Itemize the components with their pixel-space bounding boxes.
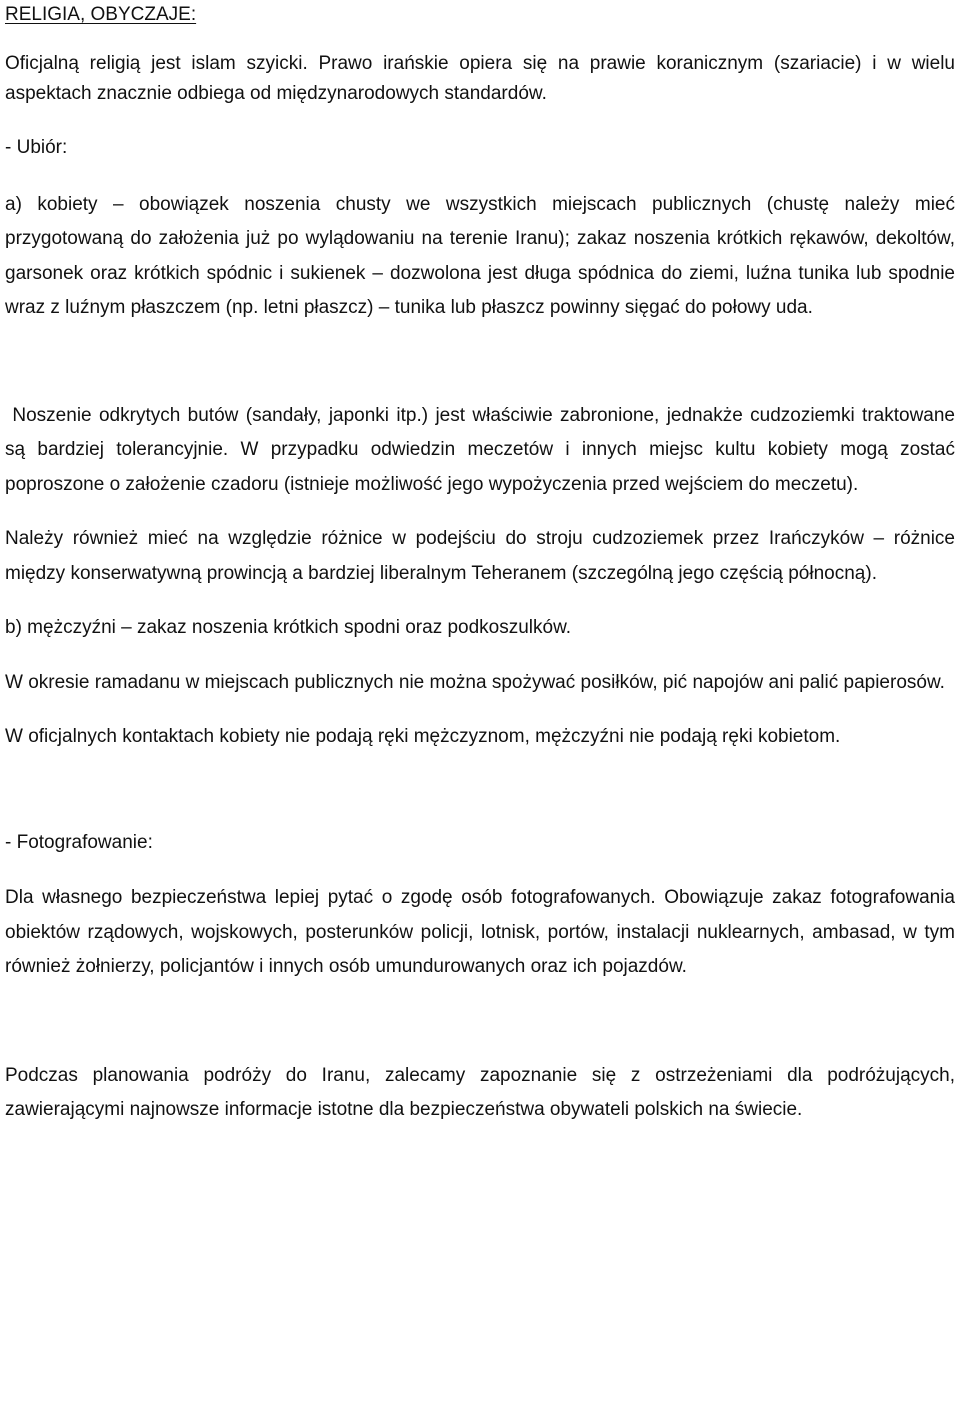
handshake-paragraph: W oficjalnych kontaktach kobiety nie podają ręki mężczyznom, mężczyźni nie podają ręki kobietom. bbox=[5, 726, 841, 747]
photography-label: - Fotografowanie: bbox=[5, 831, 153, 853]
intro-paragraph: Oficjalną religią jest islam szyicki. Prawo irańskie opiera się na prawie koranicznym (szariacie) i w wielu aspektach znacznie odbiega od międzynarodowych standardów. bbox=[5, 53, 955, 104]
photography-rules-paragraph: Dla własnego bezpieczeństwa lepiej pytać o zgodę osób fotografowanych. Obowiązuje zakaz fotografowania obiektów rządowych, wojskowych, posterunków policji, lotnisk, portów, instalacji nuklearnych, ambasad, w tym również żołnierzy, policjantów i innych osób umundurowanych oraz ich pojazdów. bbox=[5, 887, 955, 977]
ramadan-paragraph: W okresie ramadanu w miejscach publicznych nie można spożywać posiłków, pić napojów ani palić papierosów. bbox=[5, 671, 945, 693]
section-heading: RELIGIA, OBYCZAJE: bbox=[5, 4, 197, 25]
travel-advice-paragraph: Podczas planowania podróży do Iranu, zalecamy zapoznanie się z ostrzeżeniami dla podróżujących, zawierającymi najnowsze informacje istotne dla bezpieczeństwa obywateli polskich na świecie. bbox=[5, 1064, 955, 1120]
shoes-paragraph: Noszenie odkrytych butów (sandały, japonki itp.) jest właściwie zabronione, jednakże cudzoziemki traktowane są bardziej tolerancyjnie. W przypadku odwiedzin meczetów i innych miejsc kultu kobiety mogą zostać poproszone o założenie czadoru (istnieje możliwość jego wypożyczenia przed wejściem do meczetu). bbox=[5, 404, 960, 495]
women-rules-paragraph: a) kobiety – obowiązek noszenia chusty we wszystkich miejscach publicznych (chustę należy mieć przygotowaną do założenia już po wylądowaniu na terenie Iranu); zakaz noszenia krótkich rękawów, dekoltów, garsonek oraz krótkich spódnic i sukienek – dozwolona jest długa spódnica do ziemi, luźna tunika lub spodnie wraz z luźnym płaszczem (np. letni płaszcz) – tunika lub płaszcz powinny sięgać do połowy uda. bbox=[5, 193, 955, 318]
men-rules-paragraph: b) mężczyźni – zakaz noszenia krótkich spodni oraz podkoszulków. bbox=[5, 617, 572, 638]
document-page bbox=[5, 0, 960, 1128]
clothing-label: - Ubiór: bbox=[5, 137, 68, 158]
regional-differences-paragraph: Należy również mieć na względzie różnice w podejściu do stroju cudzoziemek przez Irańczyków – różnice między konserwatywną prowincją a bardziej liberalnym Teheranem (szczególną jego częścią północną). bbox=[5, 528, 955, 584]
